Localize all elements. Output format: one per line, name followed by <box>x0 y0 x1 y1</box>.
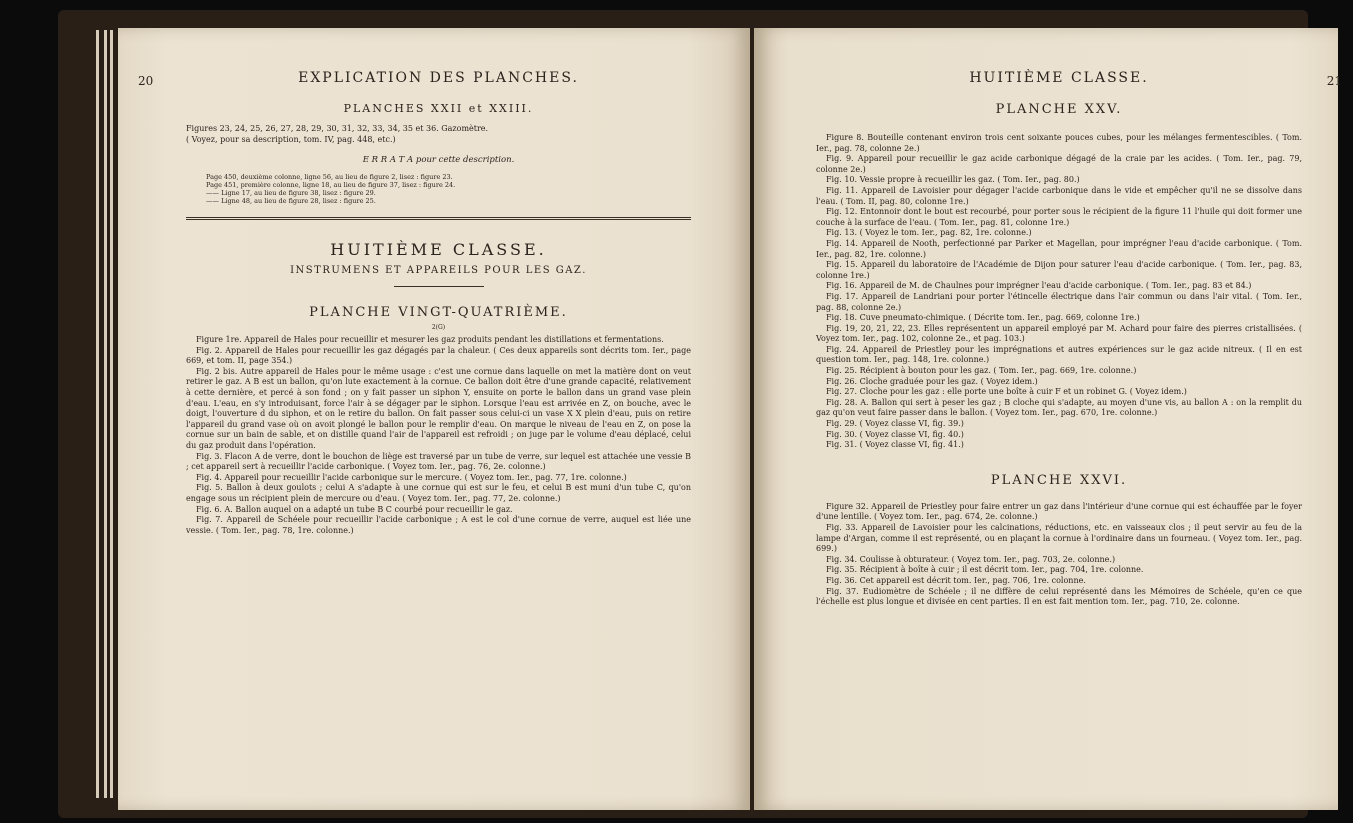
plate-title: PLANCHE XXV. <box>995 102 1123 117</box>
plate-title: PLANCHE XXVI. <box>990 472 1128 488</box>
figure-entry: Fig. 31. ( Voyez classe VI, fig. 41.) <box>826 440 964 450</box>
right-page <box>754 28 1342 810</box>
figure-entry: Fig. 13. ( Voyez le tom. Ier., pag. 82, 1re. colonne.) <box>826 228 1032 238</box>
figure-entry: Fig. 10. Vessie propre à recueillir les gaz. ( Tom. Ier., pag. 80.) <box>826 175 1080 185</box>
errata-line: —— Ligne 17, au lieu de figure 38, lisez : figure 29. <box>206 189 376 197</box>
figure-entry: Fig. 11. Appareil de Lavoisier pour dégager l'acide carbonique dans le vide et empêcher qu'il ne se dissolve dans l'eau. ( Tom. II, pag. 80, colonne 1re.) <box>816 185 1302 206</box>
open-book <box>58 10 1342 818</box>
figure-entry: Fig. 15. Appareil du laboratoire de l'Académie de Dijon pour saturer l'eau d'acide carbonique. ( Tom. Ier., pag. 83, colonne 1re.) <box>816 260 1302 280</box>
left-page <box>118 28 750 810</box>
class-subtitle: INSTRUMENS ET APPAREILS POUR LES GAZ. <box>290 265 587 276</box>
figure-line: Figures 23, 24, 25, 26, 27, 28, 29, 30, 31, 32, 33, 34, 35 et 36. Gazomètre. <box>186 124 489 133</box>
figure-entry: Figure 1re. Appareil de Hales pour recueillir et mesurer les gaz produits pendant les distillations et fermentations. <box>196 335 664 344</box>
figure-entry: Fig. 28. A. Ballon qui sert à peser les gaz ; B cloche qui s'adapte, au moyen d'une vis, au ballon A : on la remplit du gaz qu'on veut faire passer dans le ballon. ( Voyez tom. Ier., pag. 670, 1re. colonne.) <box>816 397 1302 418</box>
figure-entry: Figure 8. Bouteille contenant environ trois cent soixante pouces cubes, pour les mélanges fermentescibles. ( Tom. Ier., pag. 78, colonne 2e.) <box>816 133 1302 153</box>
page-number: 21 <box>1326 74 1342 88</box>
figure-entry: Fig. 2. Appareil de Hales pour recueillir les gaz dégagés par la chaleur. ( Ces deux appareils sont décrits tom. Ier., page 669, et tom. II, page 354.) <box>186 345 691 366</box>
page-edges-left <box>104 30 107 798</box>
small-mark: 2(G) <box>431 324 446 331</box>
right-running-head <box>816 70 1342 98</box>
figure-entry: Fig. 16. Appareil de M. de Chaulnes pour imprégner l'eau d'acide carbonique. ( Tom. Ier., pag. 83 et 84.) <box>826 281 1252 291</box>
errata-line: Page 450, deuxième colonne, ligne 56, au lieu de figure 2, lisez : figure 23. <box>206 173 453 181</box>
running-title: HUITIÈME CLASSE. <box>969 70 1149 86</box>
plate-title: PLANCHE VINGT-QUATRIÈME. <box>309 305 568 320</box>
figure-entry: Fig. 4. Appareil pour recueillir l'acide carbonique sur le mercure. ( Voyez tom. Ier., pag. 77, 1re. colonne.) <box>196 472 627 482</box>
figure-entry: Fig. 29. ( Voyez classe VI, fig. 39.) <box>826 419 964 429</box>
figure-entry: Fig. 5. Ballon à deux goulots ; celui A s'adapte à une cornue qui est sur le feu, et celui B est muni d'un tube C, qu'on engage sous un récipient plein de mercure ou d'eau. ( Voyez tom. Ier., pag. 77, 2e. colonne.) <box>186 483 691 503</box>
figure-entry: Fig. 25. Récipient à bouton pour les gaz. ( Tom. Ier., pag. 669, 1re. colonne.) <box>826 366 1137 376</box>
figure-entry: Fig. 6. A. Ballon auquel on a adapté un tube B C courbé pour recueillir le gaz. <box>196 504 513 514</box>
figure-entry: Fig. 7. Appareil de Schéele pour recueillir l'acide carbonique ; A est le col d'une cornue de verre, auquel est liée une vessie. ( Tom. Ier., pag. 78, 1re. colonne.) <box>186 515 691 535</box>
figure-line: ( Voyez, pour sa description, tom. IV, pag. 448, etc.) <box>186 135 396 144</box>
short-divider <box>394 286 484 287</box>
figure-entry: Fig. 24. Appareil de Priestley pour les imprégnations et autres expériences sur le gaz acide nitreux. ( Il en est question tom. Ier., pag. 148, 1re. colonne.) <box>816 344 1302 365</box>
figure-entry: Fig. 9. Appareil pour recueillir le gaz acide carbonique dégagé de la craie par les acides. ( Tom. Ier., pag. 79, colonne 2e.) <box>816 154 1302 174</box>
figure-entry: Fig. 18. Cuve pneumato-chimique. ( Décrite tom. Ier., pag. 669, colonne 1re.) <box>826 313 1140 323</box>
figure-entry: Fig. 35. Récipient à boîte à cuir ; il est décrit tom. Ier., pag. 704, 1re. colonne. <box>826 565 1144 575</box>
class-title: HUITIÈME CLASSE. <box>330 240 547 259</box>
figure-entry: Fig. 34. Coulisse à obturateur. ( Voyez tom. Ier., pag. 703, 2e. colonne.) <box>826 554 1116 564</box>
figure-entry: Fig. 30. ( Voyez classe VI, fig. 40.) <box>826 429 964 439</box>
figure-entry: Fig. 33. Appareil de Lavoisier pour les calcinations, réductions, etc. en vaisseaux clos ; il peut servir au feu de la lampe d'Argan, comme il est représenté, ou en plaçant la cornue à l'ordinaire dans un fourneau. ( Voyez tom. Ier., pag. 699.) <box>816 523 1302 554</box>
figure-entry: Fig. 26. Cloche graduée pour les gaz. ( Voyez idem.) <box>826 376 1038 386</box>
figure-entry: Fig. 14. Appareil de Nooth, perfectionné par Parker et Magellan, pour imprégner l'eau d'acide carbonique. ( Tom. Ier., pag. 82, 1re. colonne.) <box>816 238 1302 259</box>
page-edges-left <box>96 30 99 798</box>
figure-entry: Fig. 19, 20, 21, 22, 23. Elles représentent un appareil employé par M. Achard pour faire des pierres cristallisées. ( Voyez tom. Ier., pag. 102, colonne 2e., et pag. 103.) <box>816 323 1302 344</box>
figure-entry: Fig. 36. Cet appareil est décrit tom. Ier., pag. 706, 1re. colonne. <box>826 575 1086 585</box>
errata-line: Page 451, première colonne, ligne 18, au lieu de figure 37, lisez : figure 24. <box>206 181 456 189</box>
figure-entry: Figure 32. Appareil de Priestley pour faire entrer un gaz dans l'intérieur d'une cornue qui est échauffée par le foyer d'une lentille. ( Voyez tom. Ier., pag. 674, 2e. colonne.) <box>816 501 1302 522</box>
figure-entry: Fig. 12. Entonnoir dont le bout est recourbé, pour porter sous le récipient de la figure 11 l'huile qui doit former une couche à la surface de l'eau. ( Tom. Ier., pag. 81, colonne 1re.) <box>816 207 1302 227</box>
page-number: 20 <box>138 74 154 88</box>
figure-entry: Fig. 17. Appareil de Landriani pour porter l'étincelle électrique dans l'air commun ou dans l'air vital. ( Tom. Ier., pag. 88, colonne 2e.) <box>816 291 1302 312</box>
errata-title: E R R A T A pour cette description. <box>362 155 515 165</box>
section-divider <box>186 217 691 220</box>
left-running-head <box>138 70 691 98</box>
running-title: EXPLICATION DES PLANCHES. <box>298 70 579 86</box>
page-edges-left <box>110 30 113 798</box>
figure-entry: Fig. 27. Cloche pour les gaz : elle porte une boîte à cuir F et un robinet G. ( Voyez idem.) <box>826 387 1187 397</box>
section-heading: PLANCHES XXII et XXIII. <box>343 102 534 115</box>
figure-entry: Fig. 3. Flacon A de verre, dont le bouchon de liège est traversé par un tube de verre, sur lequel est attachée une vessie B ; cet appareil sert à recueillir l'acide carbonique. ( Voyez tom. Ier., pag. 76, 2e. colonne.) <box>186 451 691 472</box>
figure-entry: Fig. 2 bis. Autre appareil de Hales pour le même usage : c'est une cornue dans laquelle on met la matière dont on veut retirer le gaz. A B est un ballon, qu'on lute exactement à la cornue. Ce ballon doit être d'une grande capacité, relativement à cette dernière, et percé à son fond ; on y fait passer un siphon Y, ensuite on porte le ballon dans un grand vase plein d'eau. L'eau, en s'y introduisant, force l'air à se dégager par le siphon. Lorsque l'eau est arrivée en Z, on bouche, avec le doigt, l'ouverture d du siphon, et on le retire du ballon. On fait passer sous celui-ci un vase X X plein d'eau, puis on retire l'appareil du grand vase où on avoit plongé le ballon pour le remplir d'eau. On marque le niveau de l'eau en Z, on pose la cornue sur un bain de sable, et on distille quand l'air de l'appareil est refroidi ; on juge par le volume d'eau déplacé, celui du gaz produit dans l'opération. <box>186 366 691 450</box>
figure-entry: Fig. 37. Eudiomètre de Schéele ; il ne diffère de celui représenté dans les Mémoires de Schéele, qu'en ce que l'échelle est plus longue et divisée en cent parties. Il en est fait mention tom. Ier., pag. 710, 2e. colonne. <box>816 586 1302 607</box>
errata-line: —— Ligne 48, au lieu de figure 28, lisez : figure 25. <box>206 197 376 205</box>
